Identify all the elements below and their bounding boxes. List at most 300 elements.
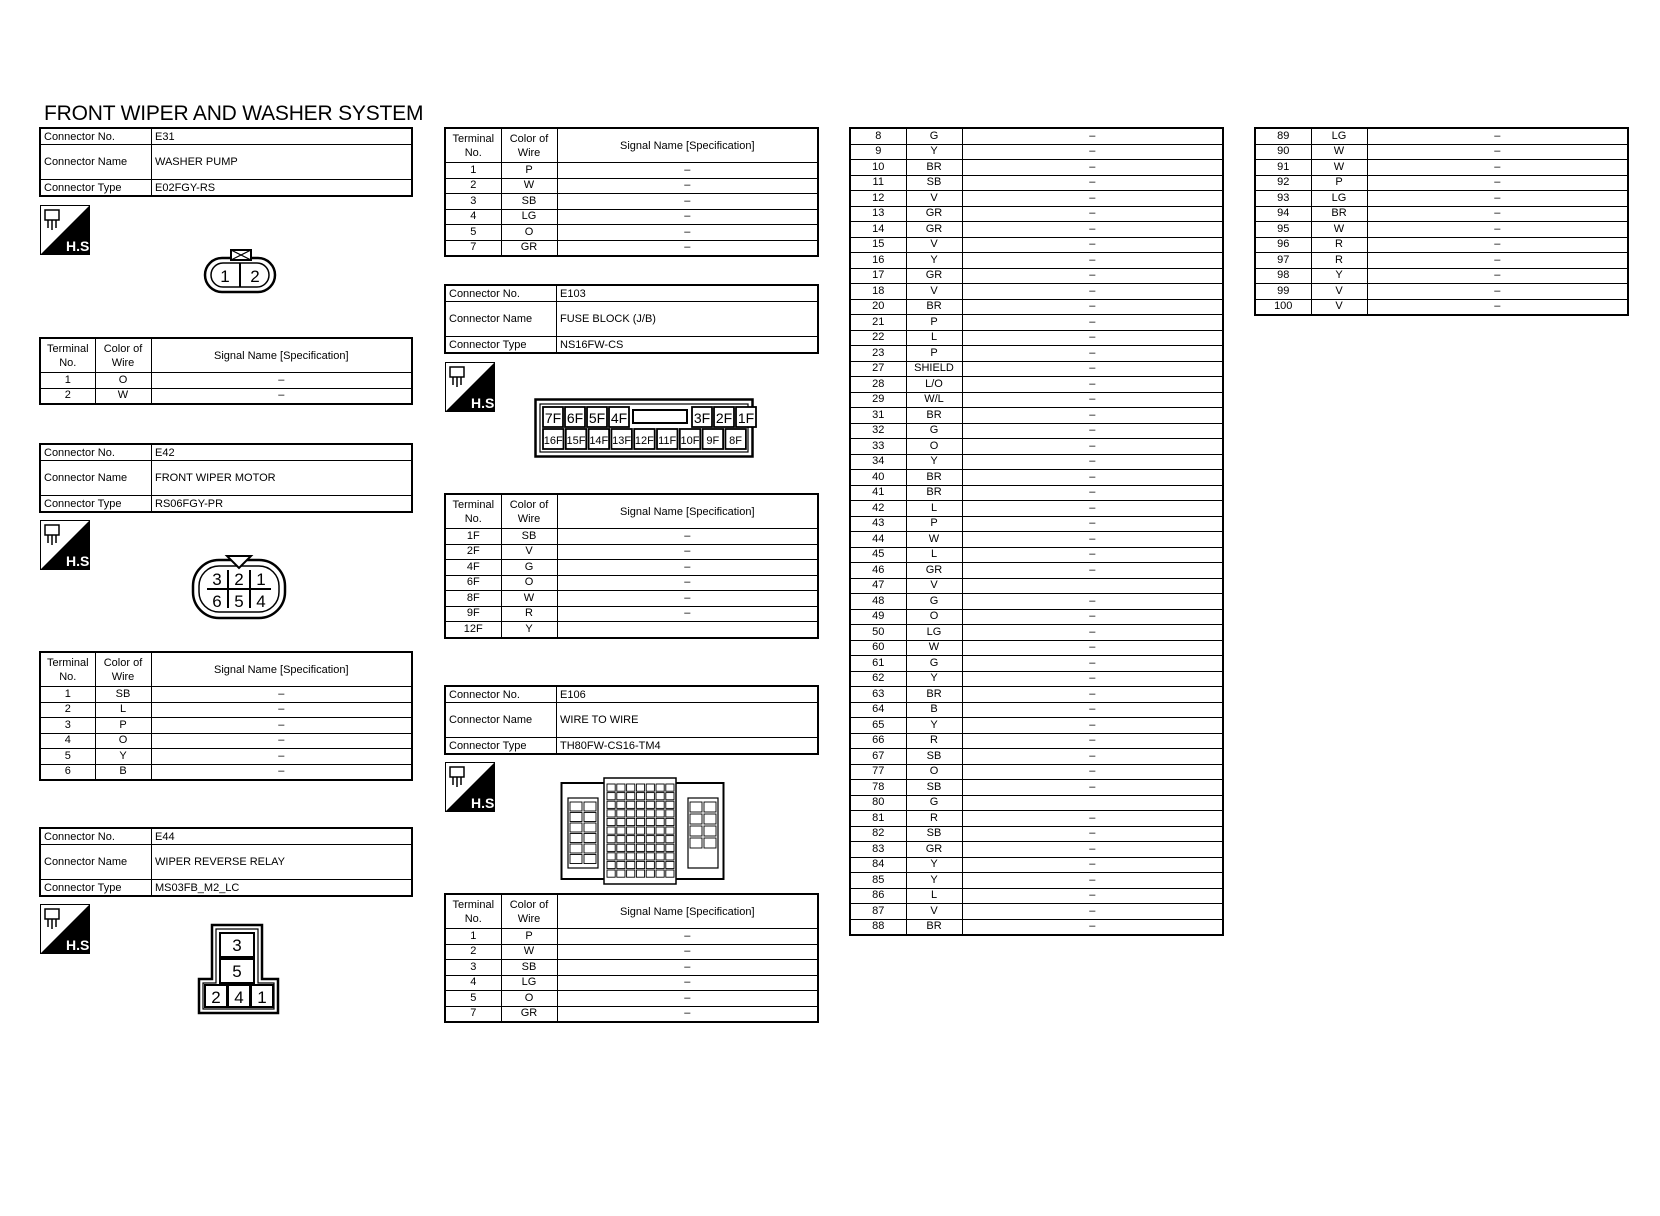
table-row bbox=[850, 485, 1223, 501]
connector-no-value: E31 bbox=[152, 128, 413, 145]
terminal-table-e103 bbox=[444, 493, 819, 639]
terminal-no-header: Terminal No. bbox=[40, 652, 95, 687]
signal-cell: – bbox=[962, 253, 1223, 269]
signal-cell: – bbox=[962, 128, 1223, 144]
terminal-table-e106-part2 bbox=[849, 127, 1224, 936]
table-row bbox=[850, 919, 1223, 935]
terminal-no-cell: 7 bbox=[445, 1006, 501, 1022]
terminal-no-cell: 88 bbox=[850, 919, 906, 935]
terminal-no-cell: 60 bbox=[850, 640, 906, 656]
signal-cell: – bbox=[557, 240, 818, 256]
wire-color-cell: GR bbox=[906, 563, 962, 579]
terminal-no-cell: 7 bbox=[445, 240, 501, 256]
signal-cell: – bbox=[557, 194, 818, 210]
terminal-no-cell: 16 bbox=[850, 253, 906, 269]
wire-color-cell: LG bbox=[501, 209, 557, 225]
table-row bbox=[850, 547, 1223, 563]
wire-color-cell: BR bbox=[906, 470, 962, 486]
signal-cell: – bbox=[557, 575, 818, 591]
wire-color-cell: V bbox=[906, 191, 962, 207]
signal-cell: – bbox=[962, 237, 1223, 253]
signal-cell: – bbox=[962, 594, 1223, 610]
table-row bbox=[1255, 144, 1628, 160]
table-row bbox=[445, 929, 818, 945]
signal-cell: – bbox=[962, 501, 1223, 517]
connector-name-value: WASHER PUMP bbox=[152, 145, 413, 180]
connector-name-label: Connector Name bbox=[445, 302, 557, 337]
table-row bbox=[445, 209, 818, 225]
table-row bbox=[1255, 206, 1628, 222]
table-row bbox=[850, 144, 1223, 160]
table-row bbox=[850, 702, 1223, 718]
connector-type-value: TH80FW-CS16-TM4 bbox=[557, 738, 819, 755]
terminal-no-cell: 3 bbox=[40, 718, 95, 734]
table-row bbox=[445, 560, 818, 576]
table-row bbox=[1255, 222, 1628, 238]
table-row bbox=[40, 749, 412, 765]
table-row bbox=[850, 671, 1223, 687]
connector-name-label: Connector Name bbox=[40, 145, 152, 180]
table-row bbox=[445, 622, 818, 638]
terminal-no-cell: 67 bbox=[850, 749, 906, 765]
terminal-no-cell: 3 bbox=[445, 194, 501, 210]
signal-cell: – bbox=[962, 873, 1223, 889]
terminal-no-cell: 1F bbox=[445, 529, 501, 545]
signal-cell: – bbox=[1367, 253, 1628, 269]
terminal-no-cell: 66 bbox=[850, 733, 906, 749]
wire-color-cell: SB bbox=[906, 175, 962, 191]
signal-cell: – bbox=[962, 175, 1223, 191]
wire-color-cell: LG bbox=[906, 625, 962, 641]
pin-label: 6 bbox=[212, 592, 222, 611]
wire-color-cell: P bbox=[906, 346, 962, 362]
table-row bbox=[850, 609, 1223, 625]
signal-cell: – bbox=[1367, 299, 1628, 315]
pin-label: 1 bbox=[257, 988, 267, 1007]
terminal-no-cell: 94 bbox=[1255, 206, 1311, 222]
terminal-no-cell: 8 bbox=[850, 128, 906, 144]
signal-header: Signal Name [Specification] bbox=[557, 494, 818, 529]
connector-type-value: NS16FW-CS bbox=[557, 337, 819, 354]
wire-color-cell: V bbox=[906, 284, 962, 300]
wire-color-cell: R bbox=[1311, 253, 1367, 269]
terminal-no-cell: 48 bbox=[850, 594, 906, 610]
signal-cell: – bbox=[962, 516, 1223, 532]
terminal-no-cell: 34 bbox=[850, 454, 906, 470]
table-row bbox=[850, 222, 1223, 238]
wire-color-cell: O bbox=[95, 373, 151, 389]
table-row bbox=[850, 299, 1223, 315]
wire-color-cell: SB bbox=[906, 749, 962, 765]
wire-color-cell: SB bbox=[906, 780, 962, 796]
table-row bbox=[1255, 268, 1628, 284]
terminal-no-cell: 44 bbox=[850, 532, 906, 548]
signal-cell: – bbox=[151, 749, 412, 765]
signal-cell: – bbox=[962, 609, 1223, 625]
pin-label: 1 bbox=[220, 267, 230, 286]
connector-no-label: Connector No. bbox=[445, 285, 557, 302]
connector-info-e44 bbox=[39, 827, 413, 897]
terminal-no-cell: 65 bbox=[850, 718, 906, 734]
terminal-no-cell: 95 bbox=[1255, 222, 1311, 238]
terminal-no-cell: 28 bbox=[850, 377, 906, 393]
terminal-no-cell: 42 bbox=[850, 501, 906, 517]
wire-color-cell: GR bbox=[906, 268, 962, 284]
terminal-no-cell: 47 bbox=[850, 578, 906, 594]
terminal-no-cell: 97 bbox=[1255, 253, 1311, 269]
table-row bbox=[445, 225, 818, 241]
table-row bbox=[40, 718, 412, 734]
terminal-no-header: Terminal No. bbox=[445, 494, 501, 529]
wire-color-cell: SB bbox=[501, 529, 557, 545]
pin-label: 10F bbox=[680, 435, 700, 447]
pin-label: 4 bbox=[256, 592, 266, 611]
wire-color-cell: BR bbox=[1311, 206, 1367, 222]
hs-badge-icon bbox=[40, 205, 94, 255]
signal-header: Signal Name [Specification] bbox=[151, 338, 412, 373]
connector-no-value: E44 bbox=[152, 828, 413, 845]
table-row bbox=[1255, 128, 1628, 144]
wire-color-cell: P bbox=[1311, 175, 1367, 191]
page-title: FRONT WIPER AND WASHER SYSTEM bbox=[44, 102, 424, 125]
table-row bbox=[850, 237, 1223, 253]
terminal-no-cell: 83 bbox=[850, 842, 906, 858]
terminal-no-cell: 2F bbox=[445, 544, 501, 560]
connector-no-label: Connector No. bbox=[40, 828, 152, 845]
table-row bbox=[850, 175, 1223, 191]
table-row bbox=[850, 423, 1223, 439]
wire-color-cell: L bbox=[95, 702, 151, 718]
connector-name-value: FUSE BLOCK (J/B) bbox=[557, 302, 819, 337]
signal-cell: – bbox=[962, 857, 1223, 873]
terminal-no-cell: 91 bbox=[1255, 160, 1311, 176]
terminal-no-cell: 82 bbox=[850, 826, 906, 842]
hs-badge-icon bbox=[40, 520, 94, 570]
connector-no-label: Connector No. bbox=[40, 444, 152, 461]
connector-no-label: Connector No. bbox=[445, 686, 557, 703]
wire-color-cell: Y bbox=[906, 873, 962, 889]
wire-color-cell: O bbox=[501, 225, 557, 241]
wire-color-cell: R bbox=[906, 733, 962, 749]
wire-color-cell: O bbox=[501, 575, 557, 591]
pin-label: 14F bbox=[589, 435, 609, 447]
color-header: Color of Wire bbox=[95, 652, 151, 687]
table-row bbox=[1255, 237, 1628, 253]
signal-cell: – bbox=[962, 563, 1223, 579]
signal-cell: – bbox=[962, 222, 1223, 238]
terminal-no-cell: 98 bbox=[1255, 268, 1311, 284]
terminal-no-cell: 12 bbox=[850, 191, 906, 207]
signal-cell: – bbox=[557, 560, 818, 576]
wire-color-cell: Y bbox=[906, 144, 962, 160]
connector-type-value: E02FGY-RS bbox=[152, 180, 413, 197]
terminal-table-e106-part1 bbox=[444, 893, 819, 1023]
signal-cell: – bbox=[962, 547, 1223, 563]
connector-name-value: WIRE TO WIRE bbox=[557, 703, 819, 738]
wire-color-cell: W bbox=[1311, 160, 1367, 176]
table-row bbox=[850, 191, 1223, 207]
connector-no-label: Connector No. bbox=[40, 128, 152, 145]
signal-cell: – bbox=[962, 160, 1223, 176]
terminal-no-cell: 45 bbox=[850, 547, 906, 563]
pin-label: 15F bbox=[566, 435, 586, 447]
signal-cell: – bbox=[962, 625, 1223, 641]
terminal-no-cell: 96 bbox=[1255, 237, 1311, 253]
table-row bbox=[850, 795, 1223, 811]
terminal-no-cell: 2 bbox=[445, 944, 501, 960]
wire-color-cell: Y bbox=[501, 622, 557, 638]
terminal-no-cell: 27 bbox=[850, 361, 906, 377]
wire-color-cell: L bbox=[906, 501, 962, 517]
wire-color-cell: BR bbox=[906, 919, 962, 935]
wire-color-cell: G bbox=[906, 795, 962, 811]
terminal-no-cell: 9F bbox=[445, 606, 501, 622]
wire-color-cell: W bbox=[501, 591, 557, 607]
wire-color-cell: V bbox=[1311, 284, 1367, 300]
terminal-no-cell: 43 bbox=[850, 516, 906, 532]
terminal-no-cell: 2 bbox=[40, 702, 95, 718]
pin-label: 2F bbox=[715, 410, 733, 426]
terminal-no-cell: 78 bbox=[850, 780, 906, 796]
table-row bbox=[850, 764, 1223, 780]
signal-cell: – bbox=[962, 268, 1223, 284]
terminal-no-cell: 62 bbox=[850, 671, 906, 687]
table-row bbox=[445, 1006, 818, 1022]
wire-color-cell: V bbox=[906, 578, 962, 594]
wire-color-cell: V bbox=[1311, 299, 1367, 315]
terminal-no-cell: 64 bbox=[850, 702, 906, 718]
color-header: Color of Wire bbox=[501, 494, 557, 529]
signal-cell: – bbox=[962, 811, 1223, 827]
wire-color-cell: Y bbox=[95, 749, 151, 765]
hs-badge-label: H.S. bbox=[66, 553, 94, 569]
terminal-no-cell: 90 bbox=[1255, 144, 1311, 160]
signal-cell: – bbox=[557, 529, 818, 545]
wire-color-cell: BR bbox=[906, 160, 962, 176]
table-row bbox=[850, 128, 1223, 144]
signal-cell: – bbox=[962, 640, 1223, 656]
wire-color-cell: SB bbox=[95, 687, 151, 703]
signal-cell: – bbox=[557, 591, 818, 607]
signal-cell: – bbox=[557, 944, 818, 960]
pin-label: 8F bbox=[729, 435, 743, 447]
hs-badge-icon bbox=[40, 904, 94, 954]
connector-name-label: Connector Name bbox=[40, 845, 152, 880]
terminal-no-cell: 20 bbox=[850, 299, 906, 315]
signal-cell: – bbox=[962, 470, 1223, 486]
signal-cell: – bbox=[151, 702, 412, 718]
signal-cell: – bbox=[962, 888, 1223, 904]
signal-cell: – bbox=[962, 330, 1223, 346]
table-row bbox=[445, 178, 818, 194]
wire-color-cell: GR bbox=[906, 842, 962, 858]
terminal-no-cell: 3 bbox=[445, 960, 501, 976]
table-row bbox=[850, 439, 1223, 455]
wire-color-cell: BR bbox=[906, 485, 962, 501]
signal-cell: – bbox=[962, 718, 1223, 734]
terminal-no-cell: 1 bbox=[40, 687, 95, 703]
pin-label: 6F bbox=[566, 410, 584, 426]
terminal-no-cell: 5 bbox=[40, 749, 95, 765]
terminal-no-cell: 4 bbox=[445, 209, 501, 225]
wire-color-cell: L bbox=[906, 547, 962, 563]
table-row bbox=[850, 811, 1223, 827]
signal-cell: – bbox=[962, 749, 1223, 765]
signal-cell: – bbox=[962, 485, 1223, 501]
table-row bbox=[850, 454, 1223, 470]
signal-cell: – bbox=[557, 975, 818, 991]
signal-cell: – bbox=[557, 544, 818, 560]
table-row bbox=[850, 826, 1223, 842]
wire-color-cell: SB bbox=[501, 960, 557, 976]
table-row bbox=[850, 687, 1223, 703]
terminal-no-cell: 22 bbox=[850, 330, 906, 346]
connector-face-e42 bbox=[190, 550, 290, 627]
wire-color-cell: SB bbox=[906, 826, 962, 842]
signal-cell: – bbox=[962, 764, 1223, 780]
signal-cell: – bbox=[962, 671, 1223, 687]
wire-color-cell: G bbox=[501, 560, 557, 576]
terminal-no-cell: 4F bbox=[445, 560, 501, 576]
terminal-no-cell: 23 bbox=[850, 346, 906, 362]
terminal-no-cell: 61 bbox=[850, 656, 906, 672]
signal-cell: – bbox=[151, 373, 412, 389]
wire-color-cell: W bbox=[1311, 222, 1367, 238]
table-row bbox=[40, 388, 412, 404]
wire-color-cell: SHIELD bbox=[906, 361, 962, 377]
signal-cell: – bbox=[962, 733, 1223, 749]
color-header: Color of Wire bbox=[501, 894, 557, 929]
wire-color-cell: Y bbox=[906, 454, 962, 470]
signal-cell: – bbox=[962, 423, 1223, 439]
table-row bbox=[850, 268, 1223, 284]
signal-cell: – bbox=[557, 606, 818, 622]
signal-cell: – bbox=[557, 178, 818, 194]
signal-header: Signal Name [Specification] bbox=[557, 894, 818, 929]
terminal-no-cell: 6 bbox=[40, 764, 95, 780]
signal-cell: – bbox=[962, 284, 1223, 300]
signal-header: Signal Name [Specification] bbox=[557, 128, 818, 163]
pin-label: 4 bbox=[234, 988, 244, 1007]
connector-type-label: Connector Type bbox=[40, 880, 152, 897]
table-row bbox=[850, 408, 1223, 424]
wire-color-cell: L/O bbox=[906, 377, 962, 393]
signal-cell: – bbox=[1367, 160, 1628, 176]
terminal-no-cell: 5 bbox=[445, 991, 501, 1007]
wire-color-cell: O bbox=[501, 991, 557, 1007]
signal-cell: – bbox=[962, 454, 1223, 470]
hs-badge-icon bbox=[445, 762, 499, 812]
table-row bbox=[850, 361, 1223, 377]
table-row bbox=[850, 315, 1223, 331]
wire-color-cell: B bbox=[95, 764, 151, 780]
signal-cell: – bbox=[1367, 222, 1628, 238]
signal-cell: – bbox=[962, 315, 1223, 331]
wire-color-cell: L bbox=[906, 888, 962, 904]
table-row bbox=[850, 392, 1223, 408]
terminal-no-cell: 11 bbox=[850, 175, 906, 191]
wire-color-cell: O bbox=[906, 609, 962, 625]
connector-name-value: FRONT WIPER MOTOR bbox=[152, 461, 413, 496]
terminal-no-cell: 10 bbox=[850, 160, 906, 176]
wire-color-cell: BR bbox=[906, 299, 962, 315]
signal-cell: – bbox=[557, 163, 818, 179]
wire-color-cell: O bbox=[95, 733, 151, 749]
signal-cell: – bbox=[1367, 268, 1628, 284]
wire-color-cell: O bbox=[906, 439, 962, 455]
wire-color-cell: Y bbox=[906, 253, 962, 269]
table-row bbox=[850, 206, 1223, 222]
pin-row-top bbox=[543, 407, 756, 427]
terminal-no-cell: 29 bbox=[850, 392, 906, 408]
table-row bbox=[40, 702, 412, 718]
color-header: Color of Wire bbox=[501, 128, 557, 163]
signal-cell: – bbox=[151, 718, 412, 734]
connector-face-e31 bbox=[203, 246, 279, 301]
table-row bbox=[850, 842, 1223, 858]
table-row bbox=[850, 377, 1223, 393]
signal-cell: – bbox=[962, 702, 1223, 718]
terminal-no-cell: 33 bbox=[850, 439, 906, 455]
signal-cell bbox=[962, 795, 1223, 811]
signal-cell: – bbox=[1367, 237, 1628, 253]
table-row bbox=[850, 470, 1223, 486]
table-row bbox=[40, 733, 412, 749]
table-row bbox=[850, 346, 1223, 362]
wire-color-cell: P bbox=[95, 718, 151, 734]
signal-cell: – bbox=[557, 225, 818, 241]
wire-color-cell: G bbox=[906, 594, 962, 610]
connector-name-value: WIPER REVERSE RELAY bbox=[152, 845, 413, 880]
terminal-no-cell: 17 bbox=[850, 268, 906, 284]
hs-badge-icon bbox=[445, 362, 499, 412]
hs-badge-label: H.S. bbox=[66, 937, 94, 953]
table-row bbox=[850, 501, 1223, 517]
terminal-no-cell: 85 bbox=[850, 873, 906, 889]
wire-color-cell: L bbox=[906, 330, 962, 346]
terminal-no-cell: 31 bbox=[850, 408, 906, 424]
signal-cell: – bbox=[151, 764, 412, 780]
pin-label: 4F bbox=[610, 410, 628, 426]
terminal-no-cell: 80 bbox=[850, 795, 906, 811]
signal-cell: – bbox=[1367, 284, 1628, 300]
pin-label: 9F bbox=[706, 435, 720, 447]
table-row bbox=[850, 857, 1223, 873]
terminal-table-e31 bbox=[39, 337, 413, 405]
signal-cell bbox=[962, 578, 1223, 594]
signal-cell: – bbox=[962, 392, 1223, 408]
signal-cell: – bbox=[962, 532, 1223, 548]
pin-label: 2 bbox=[234, 570, 244, 589]
table-row bbox=[445, 529, 818, 545]
table-row bbox=[850, 330, 1223, 346]
pin-label: 11F bbox=[658, 435, 677, 447]
terminal-no-cell: 8F bbox=[445, 591, 501, 607]
signal-cell: – bbox=[962, 826, 1223, 842]
connector-type-label: Connector Type bbox=[445, 337, 557, 354]
signal-cell: – bbox=[962, 656, 1223, 672]
table-row bbox=[850, 284, 1223, 300]
table-row bbox=[850, 873, 1223, 889]
wire-color-cell: R bbox=[1311, 237, 1367, 253]
signal-cell: – bbox=[962, 206, 1223, 222]
signal-cell: – bbox=[962, 377, 1223, 393]
connector-info-e31 bbox=[39, 127, 413, 197]
signal-cell: – bbox=[557, 929, 818, 945]
signal-cell: – bbox=[962, 439, 1223, 455]
signal-cell: – bbox=[1367, 206, 1628, 222]
table-row bbox=[850, 160, 1223, 176]
